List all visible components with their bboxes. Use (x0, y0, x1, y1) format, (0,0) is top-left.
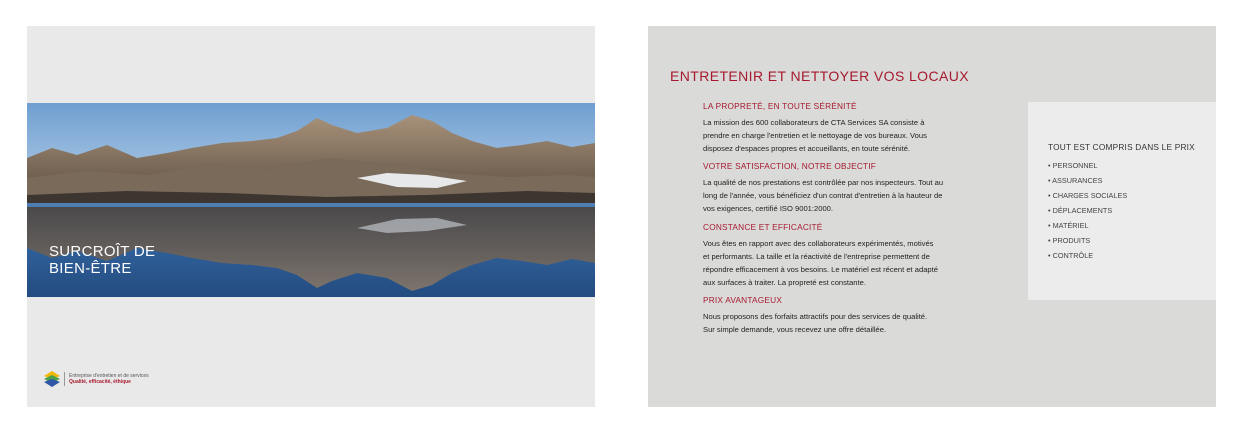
section-heading: LA PROPRETÉ, EN TOUTE SÉRÉNITÉ (703, 101, 857, 111)
section-body (703, 310, 927, 336)
section-satisfaction (703, 161, 943, 215)
company-logo-icon (44, 371, 60, 387)
section-constance (703, 222, 938, 289)
body-line: long de l'année, vous bénéficiez d'un contrat d'entretien à la hauteur de (703, 191, 943, 200)
caption-line-1: SURCROÎT DE (49, 243, 156, 260)
section-prix (703, 295, 927, 336)
section-body (703, 176, 943, 215)
brand-description: Entreprise d'entretien et de services (69, 373, 149, 379)
body-line: répondre efficacement à vos besoins. Le matériel est récent et adapté (703, 265, 938, 274)
section-heading: CONSTANCE ET EFFICACITÉ (703, 222, 823, 232)
body-line: et performants. La taille et la réactivité de l'entreprise permettent de (703, 252, 930, 261)
brand-text (69, 373, 149, 385)
body-line: prendre en charge l'entretien et le nettoyage de vos bureaux. Vous (703, 131, 927, 140)
body-line: La mission des 600 collaborateurs de CTA Services SA consiste à (703, 118, 925, 127)
section-heading: PRIX AVANTAGEUX (703, 295, 783, 305)
brand-separator (64, 372, 65, 386)
list-item: • CHARGES SOCIALES (1048, 191, 1128, 200)
section-proprete (703, 101, 927, 155)
body-line: Vous êtes en rapport avec des collaborateurs expérimentés, motivés (703, 239, 934, 248)
left-bottom-band (27, 304, 595, 407)
caption-line-2: BIEN-ÊTRE (49, 260, 132, 277)
list-item: • MATÉRIEL (1048, 221, 1089, 230)
list-item: • PERSONNEL (1048, 161, 1098, 170)
mountain-lake-photo (27, 103, 595, 297)
left-top-band (27, 26, 595, 96)
panel-title: TOUT EST COMPRIS DANS LE PRIX (1048, 142, 1195, 152)
body-line: disposez d'espaces propres et accueillants, en toute sérénité. (703, 144, 911, 153)
list-item: • PRODUITS (1048, 236, 1091, 245)
brand-block (44, 371, 149, 387)
left-page (27, 26, 595, 407)
section-heading: VOTRE SATISFACTION, NOTRE OBJECTIF (703, 161, 877, 171)
brand-tagline: Qualité, efficacité, éthique (69, 379, 131, 385)
body-line: aux surfaces à traiter. La propreté est constante. (703, 278, 866, 287)
right-page (648, 26, 1216, 407)
list-item: • ASSURANCES (1048, 176, 1103, 185)
body-line: Nous proposons des forfaits attractifs pour des services de qualité. (703, 312, 928, 321)
body-line: vos exigences, certifié ISO 9001:2000. (703, 204, 834, 213)
page-title: ENTRETENIR ET NETTOYER VOS LOCAUX (670, 68, 969, 84)
body-line: La qualité de nos prestations est contrôlée par nos inspecteurs. Tout au (703, 178, 944, 187)
section-body (703, 237, 938, 289)
photo-caption (49, 243, 155, 277)
list-item: • CONTRÔLE (1048, 251, 1094, 260)
included-list (1048, 158, 1127, 263)
included-panel (1028, 102, 1216, 300)
body-line: Sur simple demande, vous recevez une offre détaillée. (703, 325, 887, 334)
section-body (703, 116, 927, 155)
list-item: • DÉPLACEMENTS (1048, 206, 1113, 215)
